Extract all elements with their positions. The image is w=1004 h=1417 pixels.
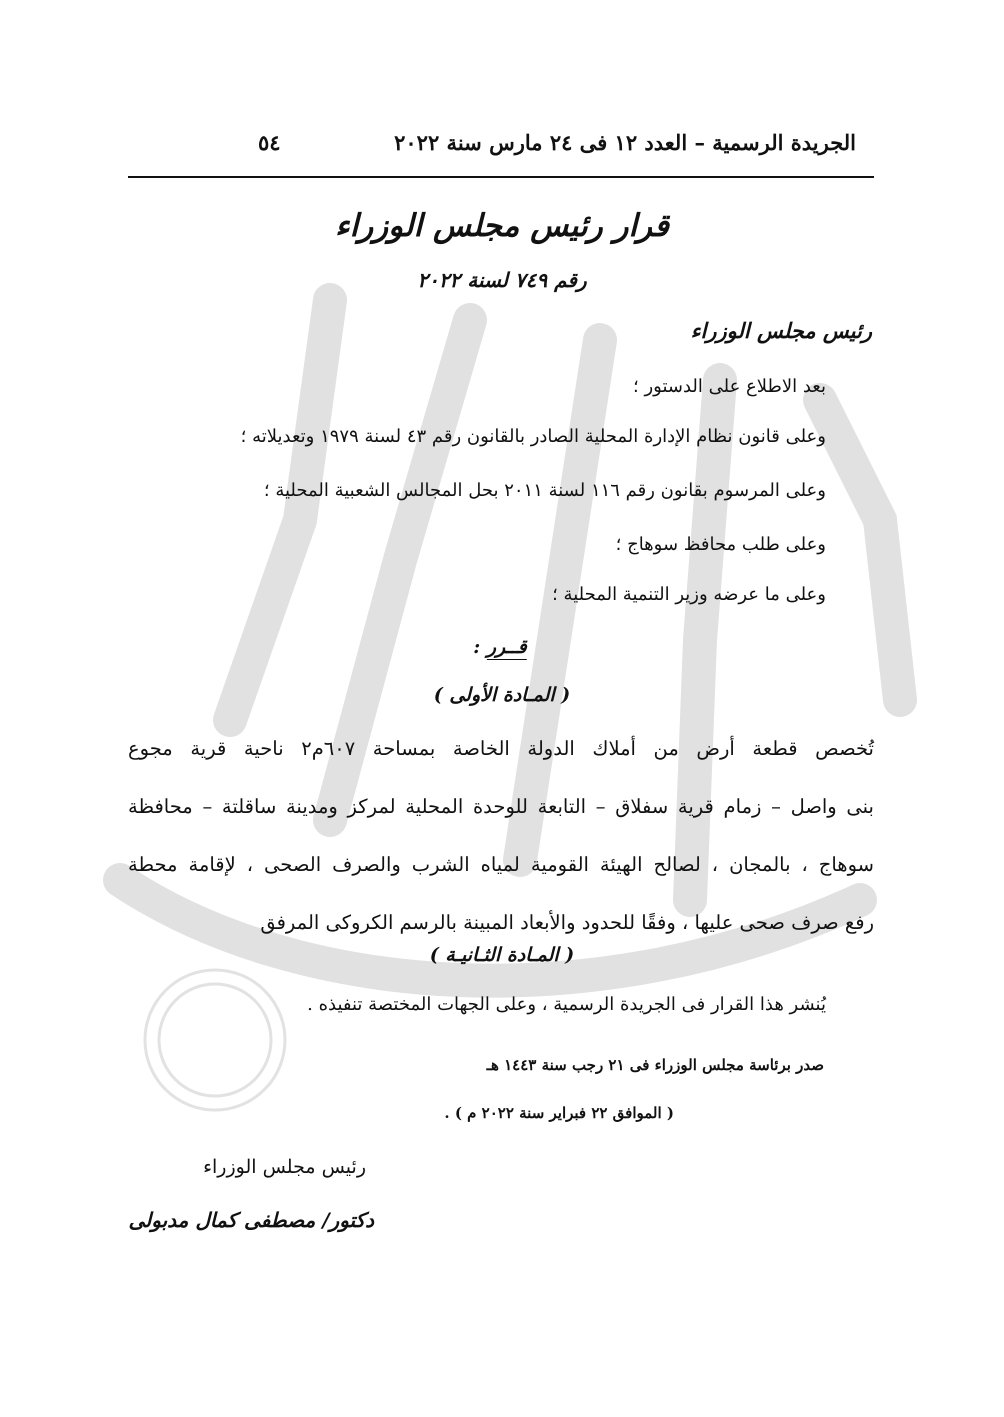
issuance-hijri: صدر برئاسة مجلس الوزراء فى ٢١ رجب سنة ١٤٤٣ هـ [486,1056,824,1074]
article-1-body [128,720,874,952]
preamble-item: وعلى طلب محافظ سوهاج ؛ [615,534,826,555]
article-1-line: سوهاج ، بالمجان ، لصالح الهيئة القومية لمياه الشرب والصرف الصحى ، لإقامة محطة [128,853,874,876]
preamble-item: وعلى ما عرضه وزير التنمية المحلية ؛ [552,584,826,605]
header-divider [128,176,874,178]
article-1-line: رفع صرف صحى عليها ، وفقًا للحدود والأبعاد المبينة بالرسم الكروكى المرفق [260,911,874,934]
signatory-title: رئيس مجلس الوزراء [203,1156,366,1178]
article-1-heading: ( المـادة الأولى ) [433,684,571,706]
preamble-item: وعلى المرسوم بقانون رقم ١١٦ لسنة ٢٠١١ بحل المجالس الشعبية المحلية ؛ [263,480,826,501]
decree-number: رقم ٧٤٩ لسنة ٢٠٢٢ [417,268,587,292]
issuance-gregorian: ( الموافق ٢٢ فبراير سنة ٢٠٢٢ م ) . [444,1104,674,1122]
decided-heading: قــرر : [473,636,527,658]
preamble-item: وعلى قانون نظام الإدارة المحلية الصادر بالقانون رقم ٤٣ لسنة ١٩٧٩ وتعديلاته ؛ [240,426,826,447]
header-page-number: ٥٤ [258,130,281,155]
decree-title: قرار رئيس مجلس الوزراء [335,208,669,244]
article-2-body: يُنشر هذا القرار فى الجريدة الرسمية ، وعلى الجهات المختصة تنفيذه . [307,994,826,1015]
page-header [258,130,856,155]
decided-label: قــرر [486,636,527,658]
signatory-name: دكتور/ مصطفى كمال مدبولى [128,1208,374,1232]
header-publication: الجريدة الرسمية – العدد ١٢ فى ٢٤ مارس سنة ٢٠٢٢ [394,130,856,155]
article-2-heading: ( المـادة الثـانيـة ) [429,944,575,966]
article-1-line: بنى واصل – زمام قرية سفلاق – التابعة للوحدة المحلية لمركز ومدينة ساقلتة – محافظة [128,795,874,818]
preamble-issuer: رئيس مجلس الوزراء [690,318,872,343]
preamble-item: بعد الاطلاع على الدستور ؛ [633,376,826,397]
article-1-line: تُخصص قطعة أرض من أملاك الدولة الخاصة بمساحة ٦٠٧م٢ ناحية قرية مجوع [128,737,874,760]
